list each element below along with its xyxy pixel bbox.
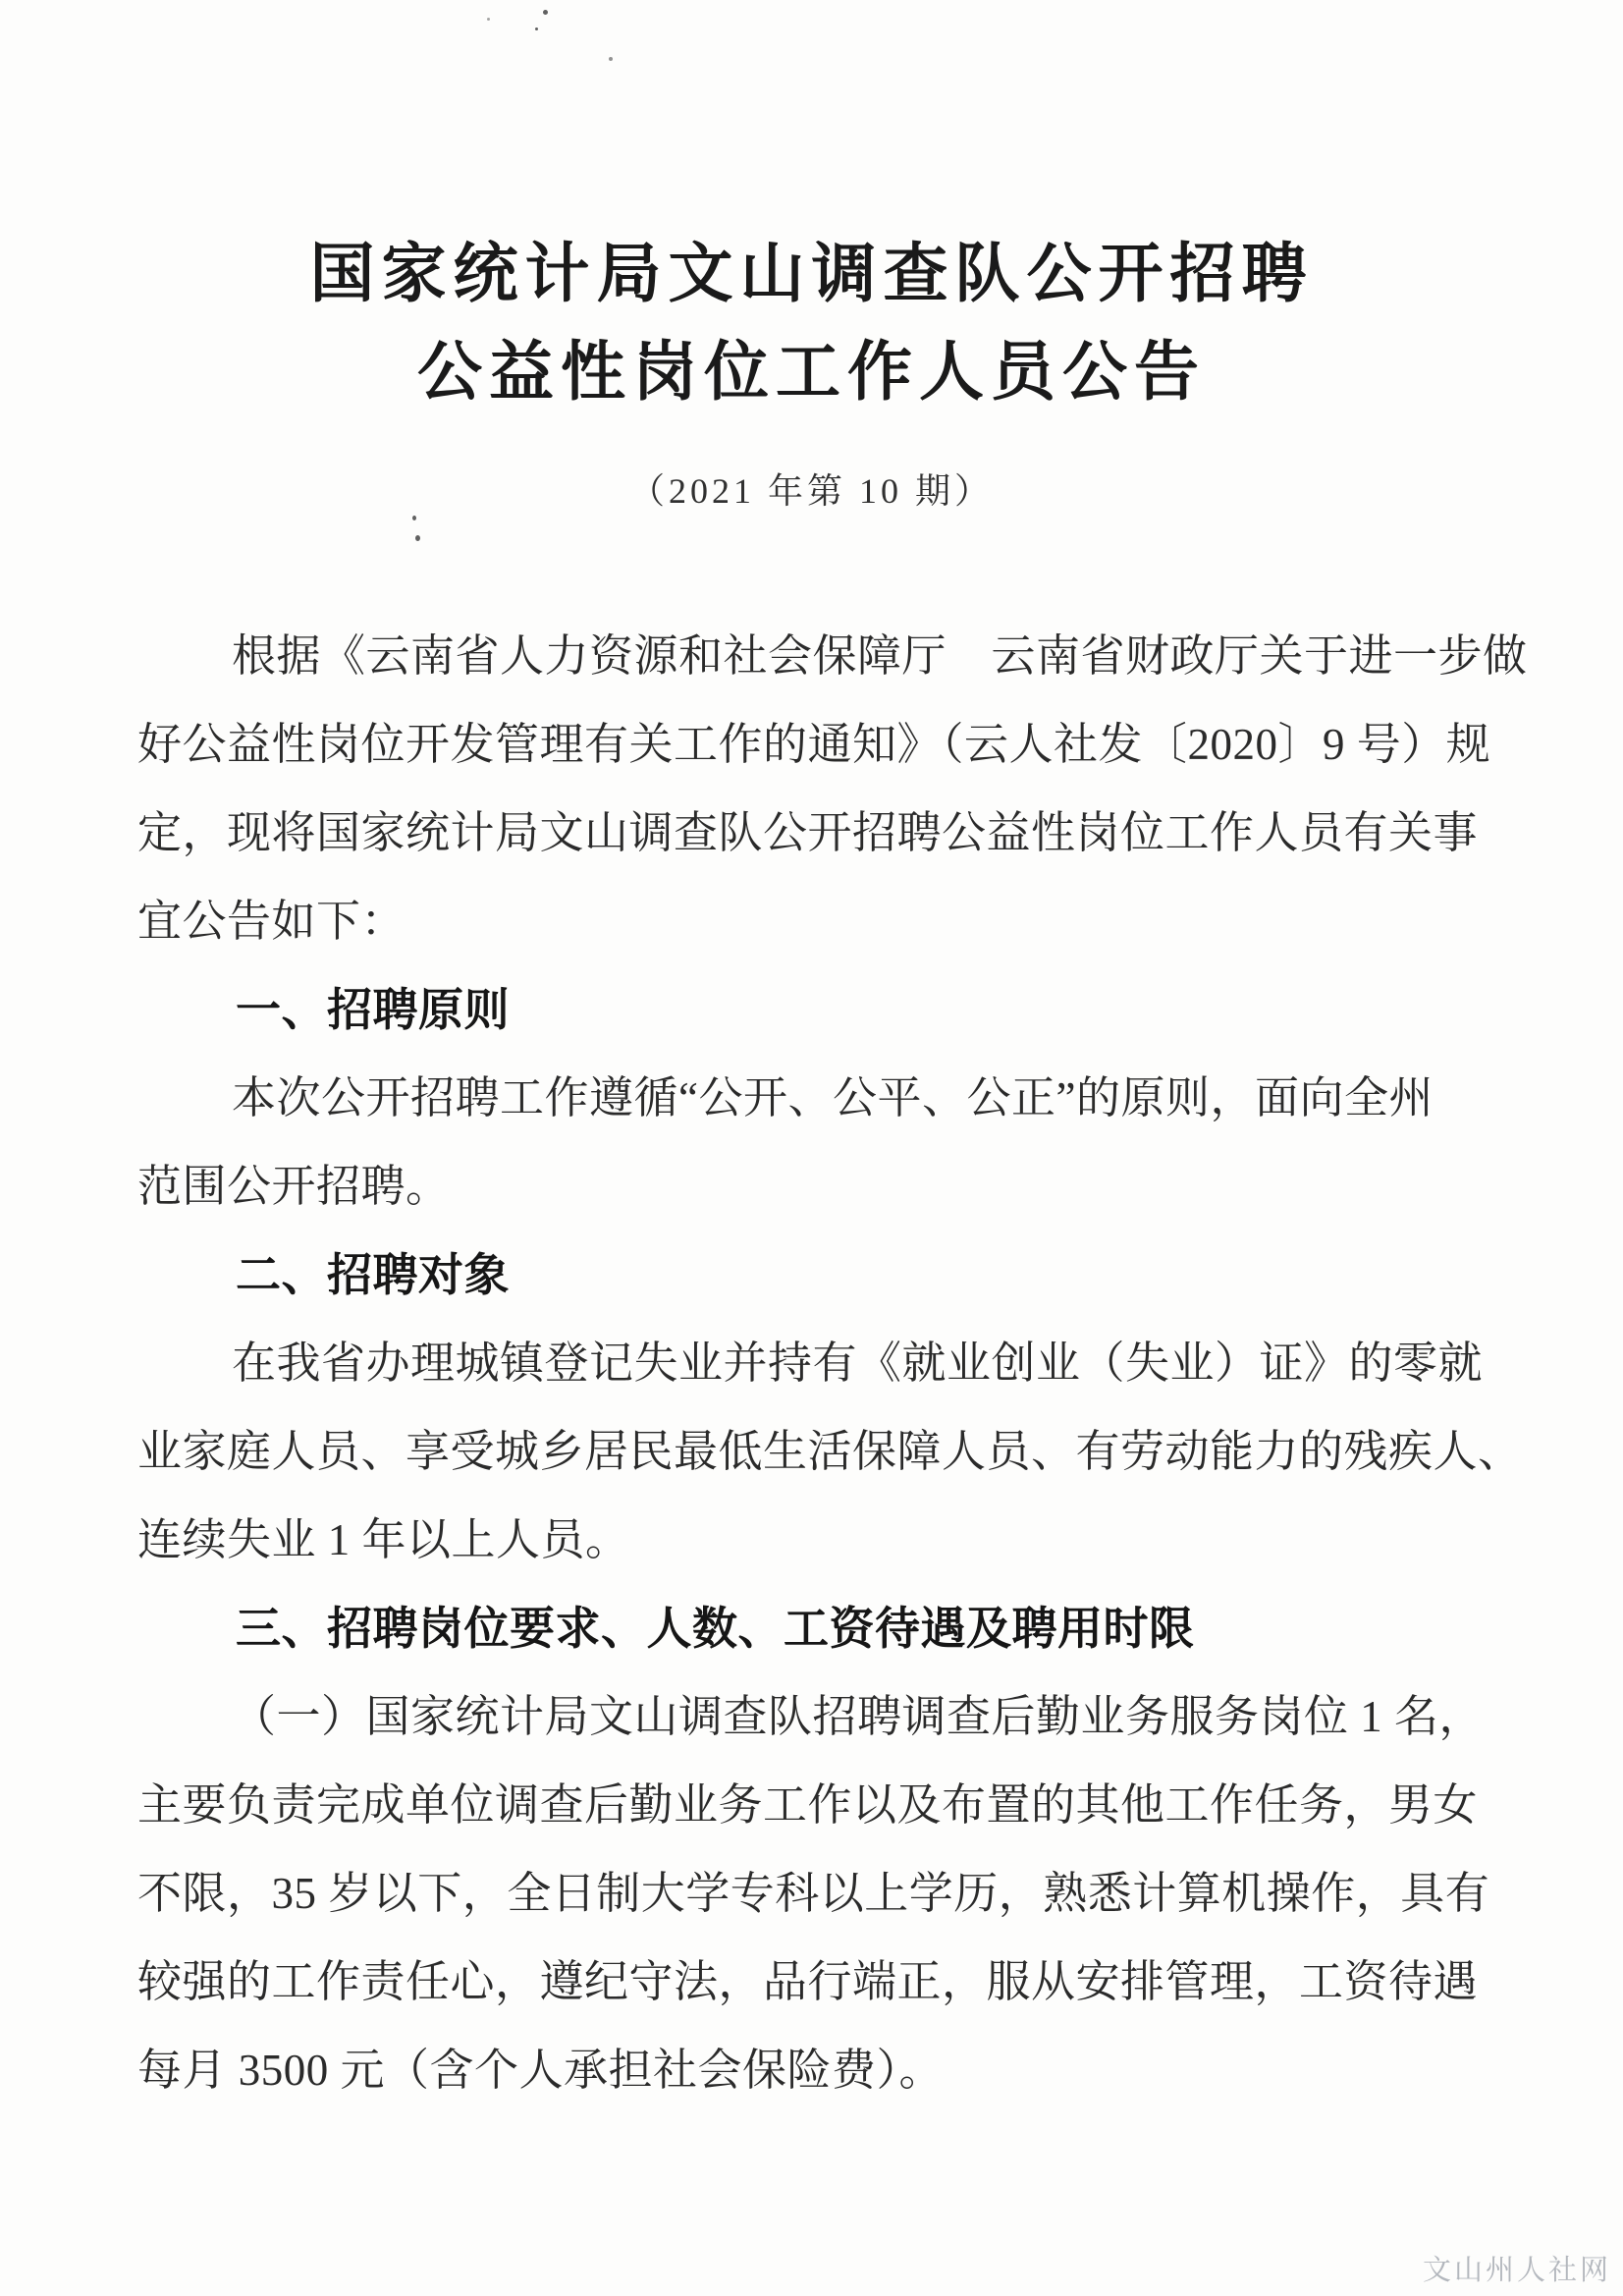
body-line: 较强的工作责任心，遵纪守法，品行端正，服从安排管理，工资待遇 — [137, 1957, 1479, 2006]
body-line: 根据《云南省人力资源和社会保障厅 云南省财政厅关于进一步做 — [232, 631, 1528, 681]
document-title — [0, 0, 1623, 420]
body-line: 每月 3500 元（含个人承担社会保险费）。 — [137, 2046, 945, 2095]
section-heading-1: 一、招聘原则 — [236, 984, 510, 1035]
body-line: （一）国家统计局文山调查队招聘调查后勤业务服务岗位 1 名， — [232, 1692, 1485, 1741]
body-line: 范围公开招聘。 — [137, 1162, 451, 1211]
site-watermark: 文山州人社网 — [1422, 2255, 1611, 2286]
scan-speckle — [609, 57, 613, 61]
scan-speckle — [487, 18, 490, 21]
body-line: 在我省办理城镇登记失业并持有《就业创业（失业）证》的零就 — [232, 1339, 1484, 1388]
body-line: 不限，35 岁以下，全日制大学专科以上学历，熟悉计算机操作，具有 — [137, 1869, 1490, 1918]
body-line: 定，现将国家统计局文山调查队公开招聘公益性岗位工作人员有关事 — [137, 808, 1479, 857]
section-heading-2: 二、招聘对象 — [236, 1249, 510, 1300]
body-line: 好公益性岗位开发管理有关工作的通知》（云人社发〔2020〕9 号）规 — [137, 720, 1491, 769]
body-line: 宜公告如下： — [137, 897, 406, 946]
body-line: 主要负责完成单位调查后勤业务工作以及布置的其他工作任务，男女 — [137, 1780, 1479, 1830]
body-line: 连续失业 1 年以上人员。 — [137, 1515, 630, 1564]
scan-speckle — [535, 27, 538, 30]
scan-speckle — [415, 535, 420, 541]
document-title-line-1: 国家统计局文山调查队公开招聘 — [309, 237, 1314, 309]
body-line: 本次公开招聘工作遵循“公开、公平、公正”的原则，面向全州 — [232, 1073, 1434, 1122]
scan-speckle — [412, 516, 416, 520]
document-title-line-2: 公益性岗位工作人员公告 — [417, 335, 1206, 408]
issue-number: （2021 年第 10 期） — [628, 471, 994, 511]
scan-speckle — [543, 10, 548, 15]
section-heading-3: 三、招聘岗位要求、人数、工资待遇及聘用时限 — [236, 1603, 1195, 1654]
body-line: 业家庭人员、享受城乡居民最低生活保障人员、有劳动能力的残疾人、 — [137, 1427, 1523, 1476]
document-body — [0, 612, 1623, 2114]
